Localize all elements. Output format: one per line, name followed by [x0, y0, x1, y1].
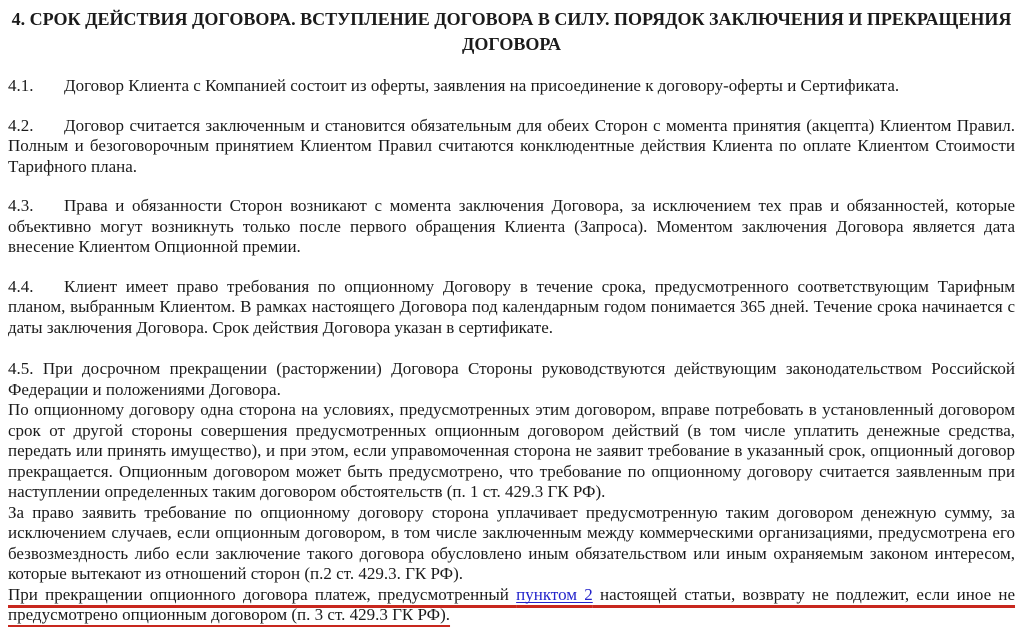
link-punktom-2[interactable]: пунктом 2	[516, 584, 593, 604]
clause-4-5-payment-paragraph: За право заявить требование по опционному договору сторона уплачивает предусмотренную таким договором денежную сумму, за исключением случаев, если опционным договором, в том числе заключенным между коммерческими организациями, предусмотрена его безвозмездность либо если заключение такого договора обусловлено иным обязательством или иным охраняемым законом интересом, которые вытекают из отношений сторон (п.2 ст. 429.3. ГК РФ).	[8, 502, 1015, 583]
clause-4-3-number: 4.3.	[8, 196, 34, 215]
clause-4-5-option-paragraph: По опционному договору одна сторона на условиях, предусмотренных этим договором, вправе потребовать в установленный договором срок от другой стороны совершения предусмотренных опционным договором действий (в том числе уплатить денежные средства, передать или принять имущество), и при этом, если управомоченная сторона не заявит требование в указанный срок, опционный договор прекращается. Опционным договором может быть предусмотрено, что требование по опционному договору считается заявленным при наступлении определенных таким договором обстоятельств (п. 1 ст. 429.3 ГК РФ).	[8, 400, 1015, 501]
clause-4-5-intro: 4.5. При досрочном прекращении (расторжении) Договора Стороны руководствуются действующим законодательством Российской Федерации и положениями Договора.	[8, 359, 1015, 399]
annotated-sentence-before-link: При прекращении опционного договора платеж, предусмотренный	[8, 584, 517, 604]
annotated-sentence-after-link: настоящей статьи, возврату не подлежит, если иное не предусмотрено опционным договором (п. 3 ст. 429.3 ГК РФ).	[8, 584, 1016, 624]
clause-4-5-annotated-sentence	[8, 585, 1015, 626]
clause-4-4-text: Клиент имеет право требования по опционному Договору в течение срока, предусмотренного соответствующим Тарифным планом, выбранным Клиентом. В рамках настоящего Договора под календарным годом понимается 365 дней. Течение срока начинается с даты заключения Договора. Срок действия Договора указан в сертификате.	[8, 276, 1015, 337]
section-heading	[8, 7, 1015, 57]
clause-4-1-number: 4.1.	[8, 76, 34, 95]
clause-4-2	[8, 116, 1015, 178]
heading-line-1: 4. СРОК ДЕЙСТВИЯ ДОГОВОРА. ВСТУПЛЕНИЕ ДОГОВОРА В СИЛУ. ПОРЯДОК ЗАКЛЮЧЕНИЯ И ПРЕКРАЩЕНИЯ	[11, 9, 1012, 29]
clause-4-2-number: 4.2.	[8, 115, 34, 135]
clause-4-2-text: Договор считается заключенным и становится обязательным для обеих Сторон с момента принятия (акцепта) Клиентом Правил. Полным и безоговорочным принятием Клиентом Правил считаются конклюдентные действия Клиента по оплате Клиентом Стоимости Тарифного плана.	[8, 115, 1015, 176]
clause-4-1	[8, 76, 1015, 97]
clause-4-3	[8, 196, 1015, 258]
clause-4-5	[8, 359, 1015, 626]
heading-line-2: ДОГОВОРА	[461, 34, 562, 54]
clause-4-4	[8, 277, 1015, 339]
clause-4-3-text: Права и обязанности Сторон возникают с момента заключения Договора, за исключением тех прав и обязанностей, которые объективно могут возникнуть только после первого обращения Клиента (Запроса). Моментом заключения Договора является дата внесение Клиентом Опционной премии.	[8, 196, 1015, 256]
clause-4-1-text: Договор Клиента с Компанией состоит из оферты, заявления на присоединение к договору-оферты и Сертификата.	[64, 76, 900, 95]
clause-4-4-number: 4.4.	[8, 276, 34, 296]
